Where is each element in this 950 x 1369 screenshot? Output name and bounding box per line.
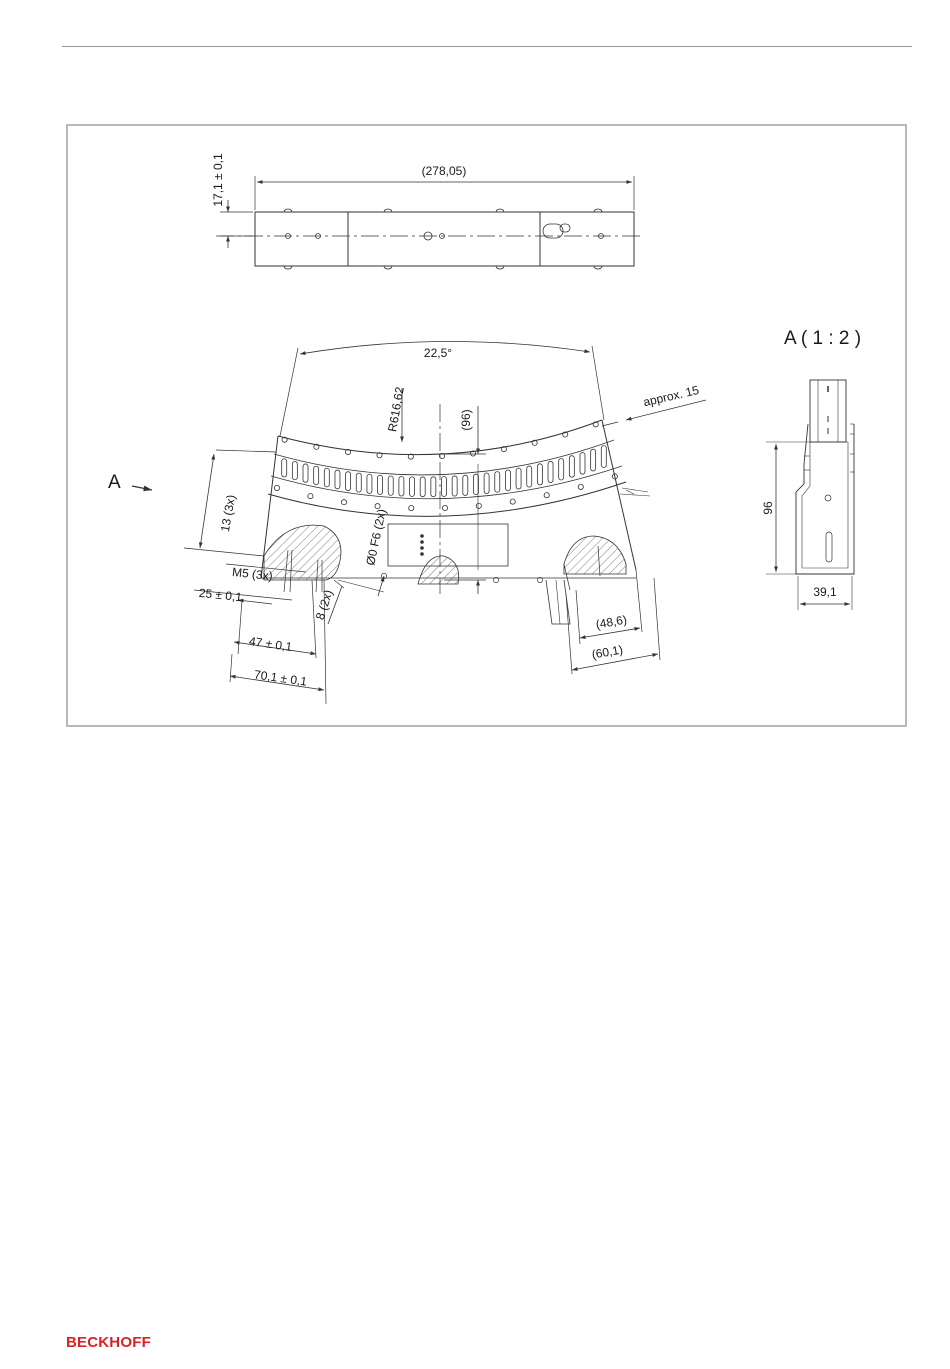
arc-inner-edge xyxy=(268,482,626,516)
top-view-bolts xyxy=(284,209,604,269)
arc-slots xyxy=(282,446,607,497)
view-marker-arrow xyxy=(132,486,152,490)
angle-dim: 22,5° xyxy=(423,346,453,360)
dim-60: (60,1) xyxy=(590,642,624,662)
indicator-dots xyxy=(420,534,424,556)
dim-48: (48,6) xyxy=(594,612,628,632)
top-height-dim: 17,1 ± 0,1 xyxy=(211,153,225,207)
dim-70: 70,1 ± 0,1 xyxy=(253,667,308,689)
section-right xyxy=(564,536,626,574)
approx-dim: approx. 15 xyxy=(641,382,701,410)
top-view xyxy=(216,176,641,269)
dim-8: 8 (2x) xyxy=(312,588,336,622)
dim-pin: Ø0 F6 (2x) xyxy=(363,507,389,567)
dim-13: 13 (3x) xyxy=(217,493,239,533)
arc-segment xyxy=(261,404,650,624)
top-length-dim: (278,05) xyxy=(421,164,467,178)
detail-view xyxy=(766,380,854,610)
radius-dim: R616,62 xyxy=(385,385,407,433)
header-rule xyxy=(62,46,912,47)
detail-view-label: A ( 1 : 2 ) xyxy=(784,328,862,349)
view-marker-label: A xyxy=(108,472,121,493)
dim-25: 25 ± 0,1 xyxy=(198,585,243,605)
offset-dim: (96) xyxy=(459,409,473,431)
detail-height-dim: 96 xyxy=(761,501,775,515)
brand-logo: BECKHOFF xyxy=(66,1334,151,1351)
detail-width-dim: 39,1 xyxy=(813,585,837,599)
dim-47: 47 ± 0,1 xyxy=(248,634,293,654)
technical-drawing xyxy=(66,124,907,727)
dim-m5: M5 (3x) xyxy=(231,564,274,584)
top-view-body xyxy=(255,212,634,266)
